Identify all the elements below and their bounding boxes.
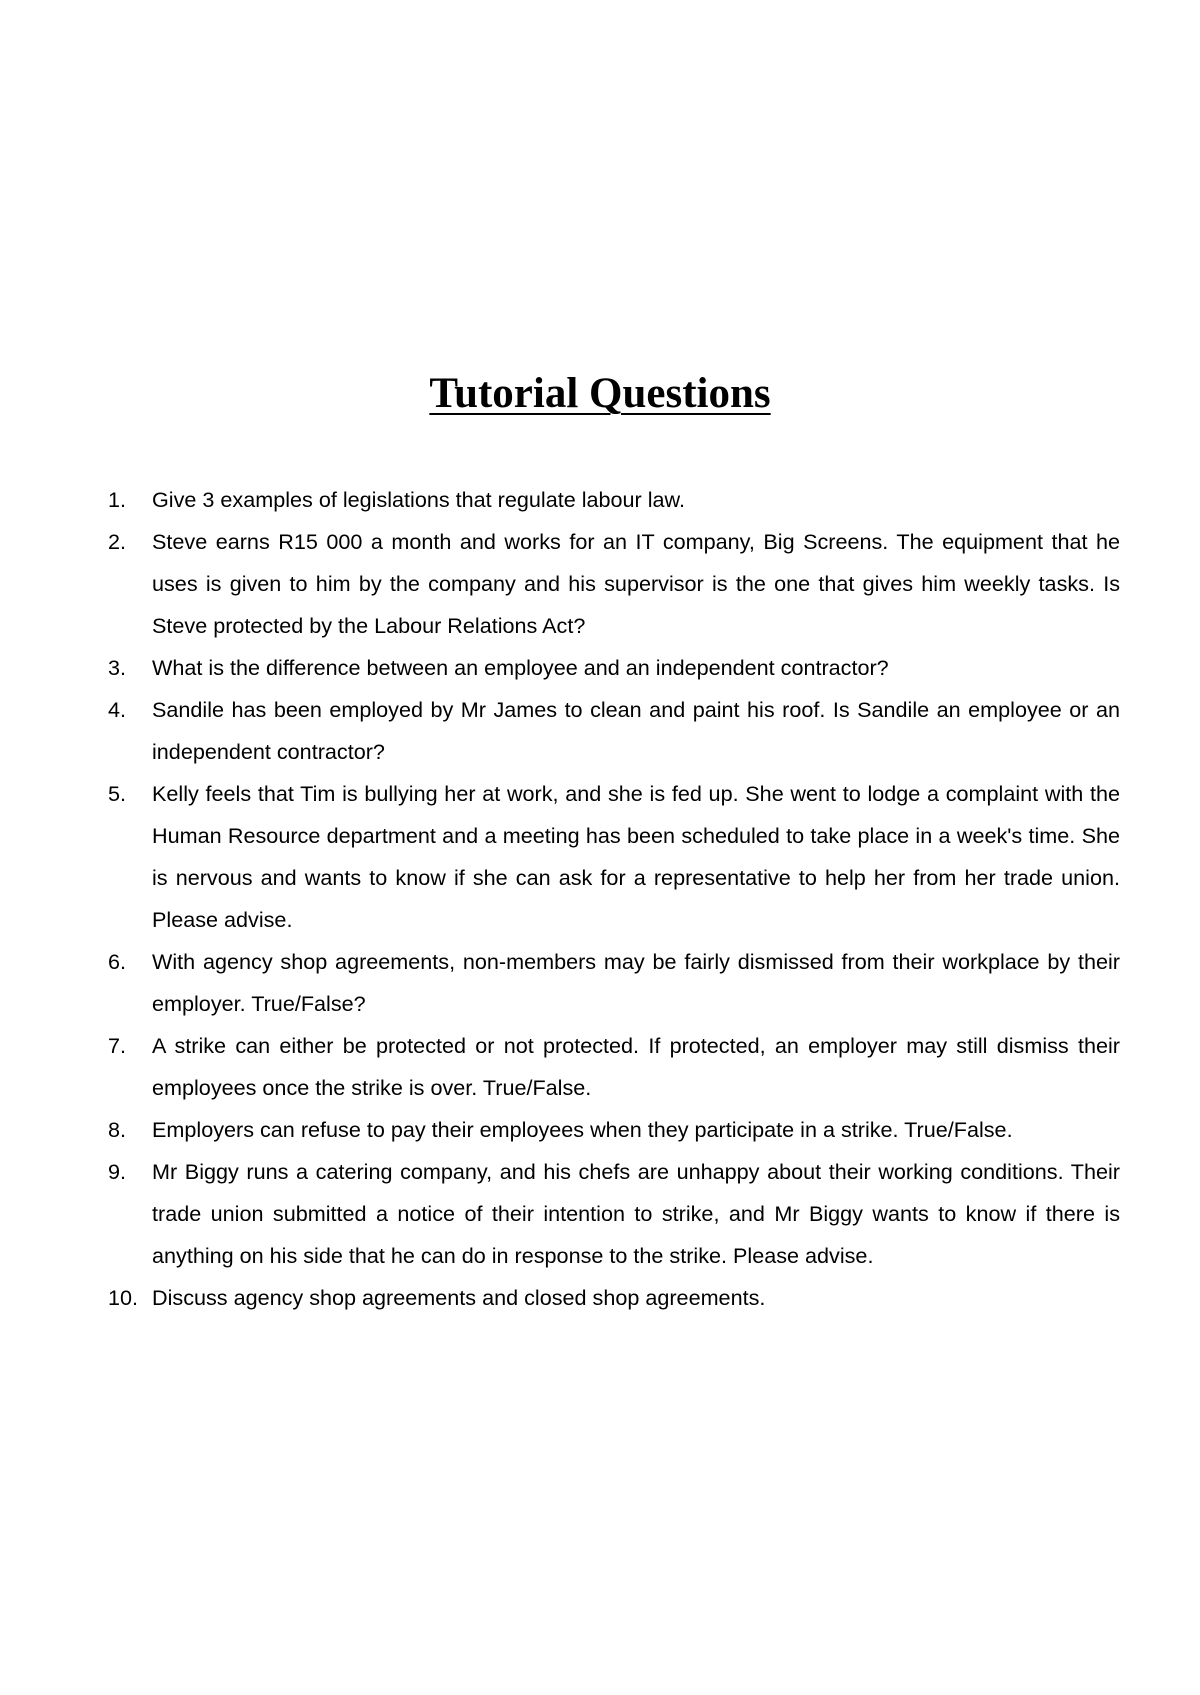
question-item-2	[108, 521, 1120, 647]
question-number: 5.	[108, 781, 127, 806]
question-text: Employers can refuse to pay their employees when they participate in a strike. True/False.	[152, 1117, 1013, 1142]
question-item-4	[108, 689, 1120, 773]
question-item-9	[108, 1151, 1120, 1277]
question-number: 9.	[108, 1159, 127, 1184]
question-text: Give 3 examples of legislations that regulate labour law.	[152, 487, 685, 512]
question-number: 7.	[108, 1033, 127, 1058]
question-item-8	[108, 1109, 1120, 1151]
question-number: 2.	[108, 529, 127, 554]
question-item-1	[108, 479, 1120, 521]
question-list	[108, 479, 1120, 1319]
question-text: Steve earns R15 000 a month and works for an IT company, Big Screens. The equipment that he uses is given to him by the company and his supervisor is the one that gives him weekly tasks. Is Steve protected by the Labour Relations Act?	[152, 529, 1120, 638]
question-number: 8.	[108, 1117, 127, 1142]
question-item-3	[108, 647, 1120, 689]
question-text: A strike can either be protected or not protected. If protected, an employer may still dismiss their employees once the strike is over. True/False.	[152, 1033, 1120, 1100]
question-number: 3.	[108, 655, 127, 680]
question-item-5	[108, 773, 1120, 941]
question-item-7	[108, 1025, 1120, 1109]
question-number: 1.	[108, 487, 127, 512]
question-text: With agency shop agreements, non-members may be fairly dismissed from their workplace by their employer. True/False?	[152, 949, 1120, 1016]
question-item-10	[108, 1277, 1120, 1319]
question-number: 10.	[108, 1285, 139, 1310]
question-number: 6.	[108, 949, 127, 974]
question-text: Sandile has been employed by Mr James to clean and paint his roof. Is Sandile an employee or an independent contractor?	[152, 697, 1120, 764]
question-text: Mr Biggy runs a catering company, and his chefs are unhappy about their working conditions. Their trade union submitted a notice of their intention to strike, and Mr Biggy wants to know if there is anything on his side that he can do in response to the strike. Please advise.	[152, 1159, 1120, 1268]
question-text: What is the difference between an employee and an independent contractor?	[152, 655, 889, 680]
question-number: 4.	[108, 697, 127, 722]
page-title: Tutorial Questions	[429, 370, 771, 417]
question-text: Discuss agency shop agreements and closed shop agreements.	[152, 1285, 766, 1310]
question-item-6	[108, 941, 1120, 1025]
question-text: Kelly feels that Tim is bullying her at work, and she is fed up. She went to lodge a complaint with the Human Resource department and a meeting has been scheduled to take place in a week's time. She is nervous and wants to know if she can ask for a representative to help her from her trade union. Please advise.	[152, 781, 1120, 932]
